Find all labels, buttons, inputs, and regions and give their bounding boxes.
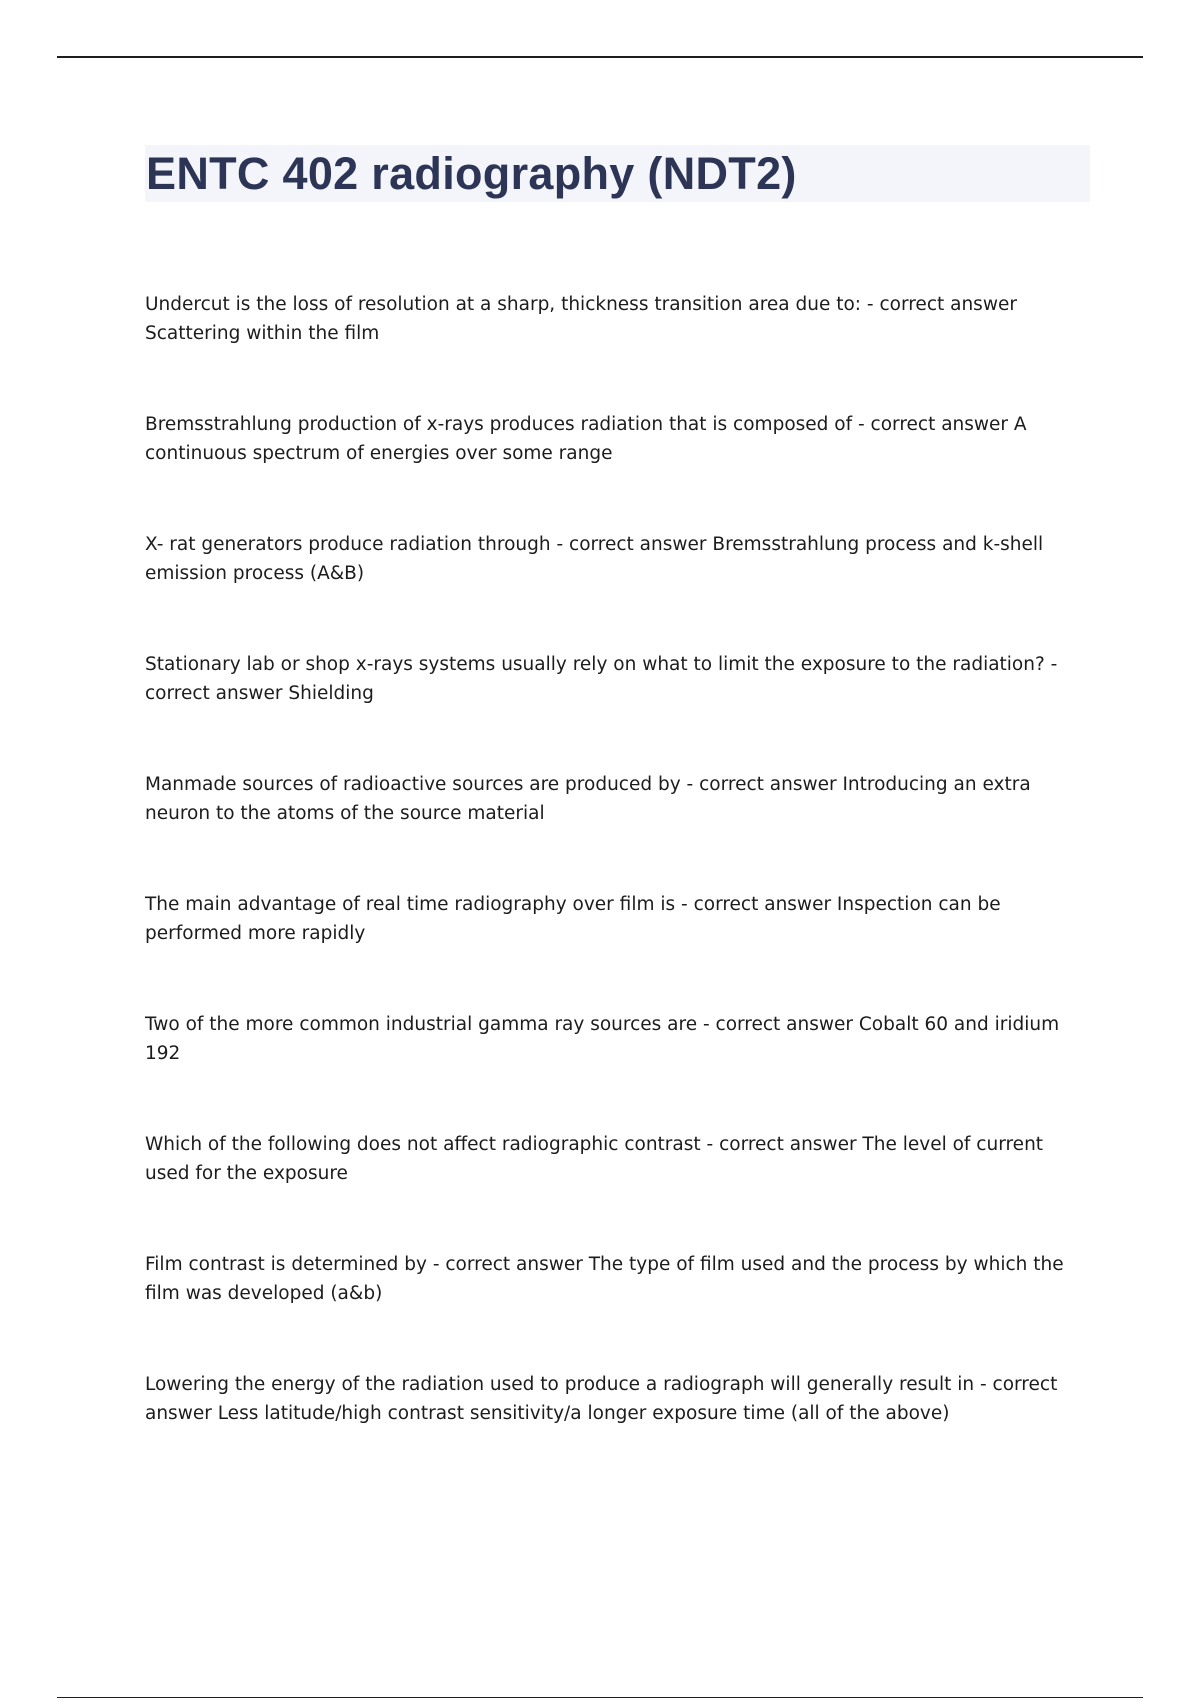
- qa-item: Two of the more common industrial gamma ray sources are - correct answer Cobalt 60 and iridium 192: [145, 1014, 1060, 1064]
- qa-list: [145, 290, 1090, 1490]
- qa-item: Film contrast is determined by - correct answer The type of film used and the process by which the film was developed (a&b): [145, 1254, 1064, 1304]
- qa-item: Stationary lab or shop x-rays systems usually rely on what to limit the exposure to the radiation? - correct answer Shielding: [145, 654, 1058, 704]
- qa-item: Bremsstrahlung production of x-rays produces radiation that is composed of - correct answer A continuous spectrum of energies over some range: [145, 414, 1027, 464]
- qa-item: Undercut is the loss of resolution at a sharp, thickness transition area due to: - correct answer Scattering within the film: [145, 294, 1017, 344]
- qa-item: Which of the following does not affect radiographic contrast - correct answer The level of current used for the exposure: [145, 1134, 1044, 1184]
- footer-rule: [57, 1697, 1143, 1698]
- page-title: ENTC 402 radiography (NDT2): [146, 148, 797, 199]
- header-rule: [57, 56, 1143, 58]
- qa-item: X- rat generators produce radiation through - correct answer Bremsstrahlung process and k-shell emission process (A&B): [145, 534, 1044, 584]
- qa-item: Manmade sources of radioactive sources are produced by - correct answer Introducing an extra neuron to the atoms of the source material: [145, 774, 1031, 824]
- qa-item: The main advantage of real time radiography over film is - correct answer Inspection can be performed more rapidly: [145, 894, 1001, 944]
- qa-item: Lowering the energy of the radiation used to produce a radiograph will generally result in - correct answer Less latitude/high contrast sensitivity/a longer exposure time (all of the above): [145, 1374, 1058, 1424]
